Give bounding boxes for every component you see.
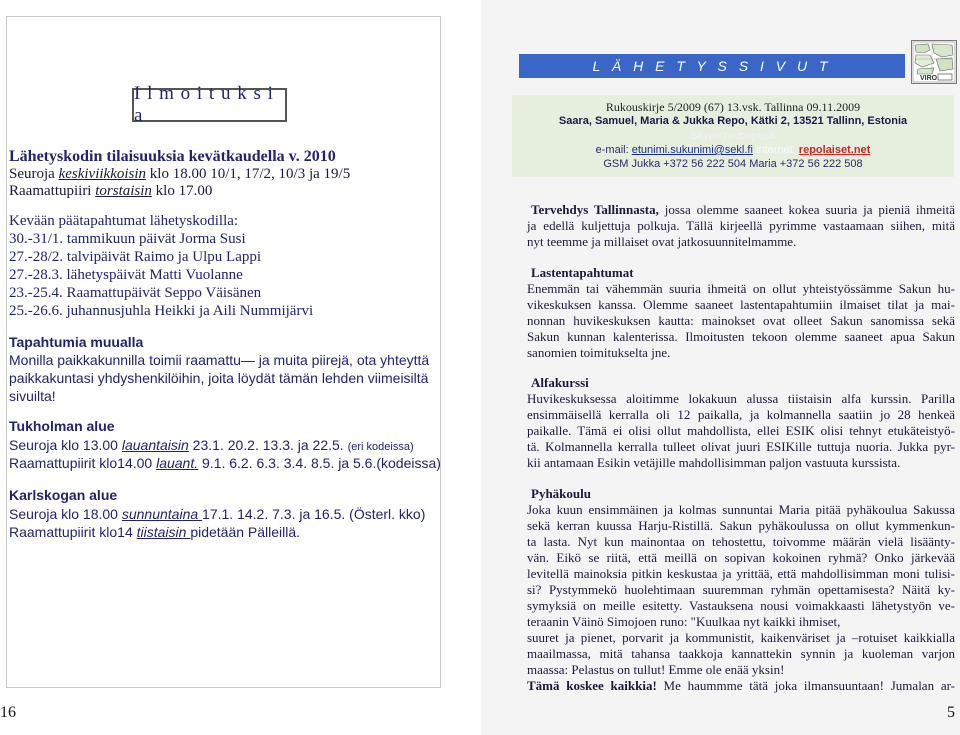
pyha-line-5: levitellä mainoksia pitkin keskustaa ja yrittää, että mahdollisimman moni tulisi-: [527, 566, 955, 581]
sunnuntaina-text: sunnuntaina: [121, 506, 203, 522]
alfa-line-5: kii antamaan Esikin vetäjille mahdollisimman paljon vastuuta kurssista.: [527, 455, 901, 470]
event-line-5: 25.-26.6. juhannusjuhla Heikki ja Aili Nummijärvi: [9, 303, 314, 319]
lahetyssivut-banner: L Ä H E T Y S S I V U T: [519, 54, 905, 78]
skype-line: Skype:revonpesa: [690, 130, 776, 142]
keskiviikkoisin-text: keskiviikkoisin: [58, 166, 147, 182]
muualla-line-3: sivuilta!: [9, 388, 56, 404]
lasten-line-3: nonnan huvikeskuksen kautta: mainokset ovat olleet Sakun sanomissa sekä: [527, 313, 955, 328]
rukouskirje-line: Rukouskirje 5/2009 (67) 13.vsk. Tallinna 09.11.2009: [605, 100, 861, 114]
event-line-3: 27.-28.3. lähetyspäivät Matti Vuolanne: [9, 267, 243, 283]
tukholma-title: Tukholman alue: [9, 418, 115, 434]
lastentapahtumat-title: Lastentapahtumat: [531, 265, 634, 280]
pyha-line-11: maassa: Pelastus on tullut! Emme ole enää yksin!: [527, 662, 785, 677]
logo-label: VIRO: [920, 75, 938, 82]
ilmoituksia-heading: I l m o i t u k s i a: [132, 88, 287, 122]
seuroja-line: Seuroja keskiviikkoisin klo 18.00 10/1, 17/2, 10/3 ja 19/5: [9, 166, 351, 182]
pyha-line-1: Joka kuun ensimmäinen ja kolmas sunnuntai Maria pitää pyhäkoulua Sakussa: [527, 502, 955, 517]
paatapahtumat-title: Kevään päätapahtumat lähetyskodilla:: [9, 213, 239, 229]
page-number-right: 5: [947, 704, 955, 721]
lahetyskoti-title: Lähetyskodin tilaisuuksia kevätkaudella v. 2010: [9, 148, 336, 165]
karlskoga-line-2: Raamattupiirit klo14 tiistaisin pidetään Pälleillä.: [9, 524, 301, 540]
lasten-line-1: Enemmän tai vähemmän suuria ihmeitä on ollut yhteistyössämme Sakun hu-: [527, 281, 955, 296]
lauant-text: lauant.: [156, 455, 199, 471]
karlskoga-title: Karlskogan alue: [9, 487, 118, 503]
email-link[interactable]: etunimi.sukunimi@sekl.fi: [631, 144, 753, 156]
intro-line-2: ja edellä kuljettuja polkuja. Tällä kirjeellä pyrimme vastaamaan siihen, mitä: [527, 218, 955, 233]
event-line-2: 27.-28/2. talvipäivät Raimo ja Ulpu Lappi: [9, 249, 262, 265]
event-line-1: 30.-31/1. tammikuun päivät Jorma Susi: [9, 231, 246, 247]
event-line-4: 23.-25.4. Raamattupäivät Seppo Väisänen: [9, 285, 262, 301]
lasten-line-4: Sakun kunnan kalenterissa. Ilmoitusten tekoon olemme saaneet apua Sakun: [527, 329, 955, 344]
torstaisin-text: torstaisin: [95, 183, 152, 199]
tukholma-line-2: Raamattupiirit klo14.00 lauant. 9.1. 6.2. 6.3. 3.4. 8.5. ja 5.6.(kodeissa): [9, 455, 441, 471]
email-internet-line: e-mail: etunimi.sukunimi@sekl.fi internet: repolaiset.net: [595, 144, 871, 156]
muualla-line-1: Monilla paikkakunnilla toimii raamattu— ja muita piirejä, ota yhteyttä: [9, 352, 430, 368]
pyha-line-4: vän. Eikö se riitä, että meillä on sopivan kokoinen ryhmä? Onko järkevää: [527, 550, 955, 565]
pyha-line-12: Tämä koskee kaikkia! Me haummme tätä joka ilmansuuntaan! Jumalan ar-: [527, 678, 955, 693]
alfa-line-3: paikalle. Tämä ei olisi ollut mahdollista, ellei ESIK olisi tehnyt etukäteistyö-: [527, 423, 955, 438]
alfa-line-1: Huvikeskuksessa aloitimme lokakuun alussa tiistaisin alfa kurssin. Parilla: [527, 391, 955, 406]
alfa-line-2: ensimmäisellä kerralla oli 12 paikalla, ja kolmannella saatiin jo 28 henkeä: [527, 407, 955, 422]
karlskoga-line-1: Seuroja klo 18.00 sunnuntaina 17.1. 14.2. 7.3. ja 16.5. (Österl. kko): [9, 506, 426, 522]
website-link[interactable]: repolaiset.net: [798, 144, 871, 156]
muualla-line-2: paikkakuntasi yhdyshenkilöihin, joita löydät tämän lehden viimeisiltä: [9, 370, 429, 386]
intro-line-3: nyt teemme ja millaiset ovat jatkosuunnitelmamme.: [527, 234, 797, 249]
muualla-title: Tapahtumia muualla: [9, 334, 144, 350]
lasten-line-5: sanomien toimitukselta jne.: [527, 345, 671, 360]
gsm-line: GSM Jukka +372 56 222 504 Maria +372 56 222 508: [603, 158, 863, 170]
tukholma-line-1: Seuroja klo 13.00 lauantaisin 23.1. 20.2. 13.3. ja 22.5. (eri kodeissa): [9, 437, 414, 453]
pyha-line-10: maailmassa, mitä tahansa taakkoja kannattekin synnin ja kuoleman varjon: [527, 646, 955, 661]
alfakurssi-title: Alfakurssi: [531, 375, 589, 390]
pyha-line-3: ta lasta. Nyt kun mainontaa on tehostettu, toivomme määrän vielä lisäänty-: [527, 534, 955, 549]
pyha-line-2: sekä kerran kuussa Harju-Ristillä. Sakun pyhäkoulussa on ollut kymmenkun-: [527, 518, 955, 533]
pyha-line-9: suuret ja pienet, porvarit ja kommunistit, kaikenväriset ja –rotuiset kaikkialla: [527, 630, 955, 645]
page-number-left: 16: [0, 704, 16, 721]
raamattupiiri-line: Raamattupiiri torstaisin klo 17.00: [9, 183, 213, 199]
address-line: Saara, Samuel, Maria & Jukka Repo, Kätki 2, 13521 Tallinn, Estonia: [558, 115, 908, 127]
pyha-line-8: teraanin Väinö Simojoen runo: "Kuulkaa nyt kaikki ihmiset,: [527, 614, 841, 629]
alfa-line-4: tä. Kolmannella kerralla tulleet olivat juuri ESIKille tuttuja nuoria. Jukka pyr-: [527, 439, 955, 454]
lasten-line-2: vikeskuksen kanssa. Olemme saaneet lastentapahtumiin ilmaiset tilat ja mai-: [527, 297, 955, 312]
pyha-line-6: si? Pystymmekö huolehtimaan suuremman ryhmän opettamisesta? Näitä ky-: [527, 582, 955, 597]
intro-line-1: Tervehdys Tallinnasta, jossa olemme saaneet kokea suuria ja pieniä ihmeitä: [531, 202, 955, 217]
tiistaisin-text: tiistaisin: [136, 524, 191, 540]
lauantaisin-text: lauantaisin: [121, 437, 189, 453]
pyha-line-7: symyksiä on meille esitetty. Vastauksena nousi voimakkaasti lähetystyön ve-: [527, 598, 955, 613]
pyhakoulu-title: Pyhäkoulu: [531, 486, 591, 501]
